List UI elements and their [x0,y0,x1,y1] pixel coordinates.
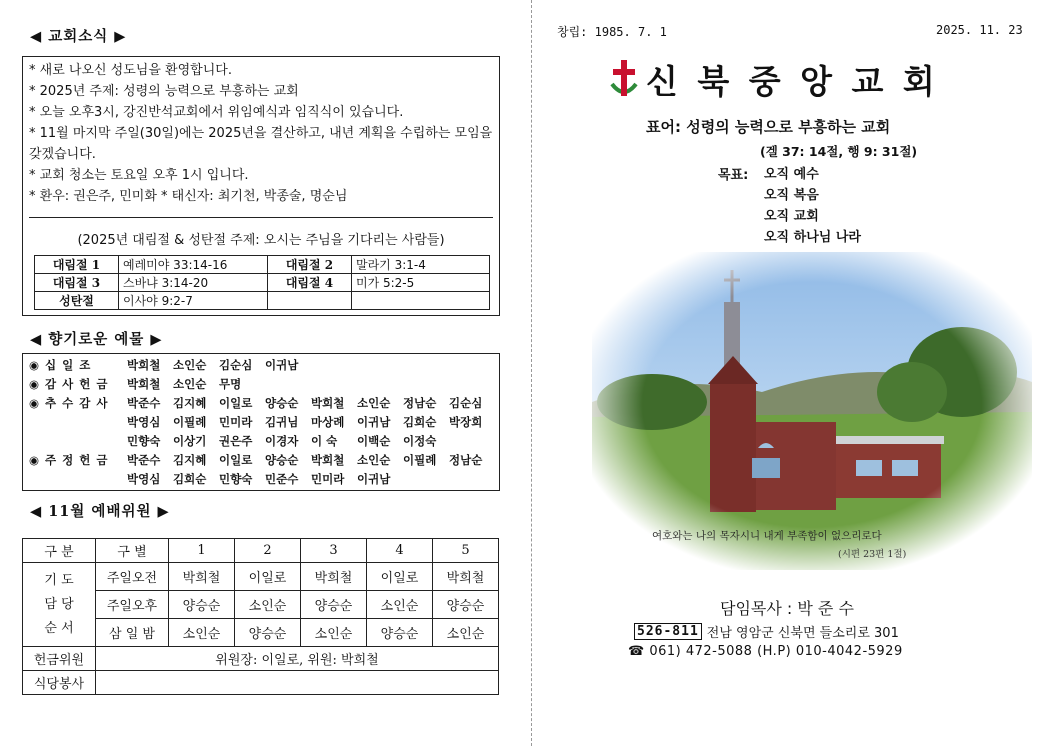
table-cell: 주일오후 [96,591,169,619]
table-row [23,671,499,695]
table-header: 구 분 [23,539,96,563]
offering-name: 양승순 [265,396,299,410]
offering-name: 소인순 [173,358,207,372]
offering-name: 이백순 [357,434,391,448]
label-text: 담 당 [44,596,74,612]
offering-name: 박희철 [311,396,345,410]
table-row [35,256,490,274]
table-cell: 소인순 [235,591,301,619]
news-item: * 새로 나오신 성도님을 환영합니다. [29,63,232,78]
table-row [23,563,499,591]
table-cell: 미가 5:2-5 [352,274,490,292]
offering-name: 마상례 [311,415,345,429]
table-row [23,539,499,563]
table-cell: 스바냐 3:14-20 [119,274,268,292]
table-cell: 이일로 [367,563,433,591]
table-cell: 대림절 1 [35,256,119,274]
news-divider [29,217,493,218]
goal-item: 오직 복음 [764,188,819,203]
table-row [35,274,490,292]
offering-name: 김지혜 [173,396,207,410]
offering-name: 박희철 [311,453,345,467]
church-name: 신 북 중 앙 교 회 [646,62,939,101]
table-cell: 양승순 [301,591,367,619]
goals-label: 목표: [718,168,749,183]
offering-names [127,356,497,375]
offering-names [127,394,497,451]
photo-caption-reference: (시편 23편 1절) [838,549,907,560]
news-box [22,56,500,316]
offering-category: ◉ 십 일 조 [29,358,92,372]
offering-name: 이일로 [219,453,253,467]
offering-names [127,375,497,394]
offerings-list [29,356,497,489]
offering-name: 무명 [219,377,242,391]
news-item: * 오늘 오후3시, 강진반석교회에서 위임예식과 임직식이 있습니다. [29,105,404,120]
offering-name: 박준수 [127,453,161,467]
offering-name: 소인순 [357,396,391,410]
goal-item: 오직 하나님 나라 [764,230,861,245]
offering-group [29,451,497,489]
church-cross-logo-icon [608,58,640,100]
table-cell: 대림절 3 [35,274,119,292]
offering-name: 정남순 [449,453,483,467]
goals-list [764,164,861,248]
pastor-name: 담임목사 : 박 준 수 [720,599,854,618]
offering-name: 이일로 [219,396,253,410]
offering-names [127,451,497,489]
table-cell: 박희철 [169,563,235,591]
table-header: 1 [169,539,235,563]
table-cell: 양승순 [433,591,499,619]
church-motto: 표어: 성령의 능력으로 부흥하는 교회 [646,118,891,136]
offering-name: 민향숙 [127,434,161,448]
offering-name: 김귀님 [265,415,299,429]
offering-name: 이귀남 [357,415,391,429]
offering-group [29,375,497,394]
table-cell: 소인순 [367,591,433,619]
table-cell: 박희철 [301,563,367,591]
table-cell: 삼 일 밤 [96,619,169,647]
address-line [634,622,899,641]
offering-name: 이경자 [265,434,299,448]
address: 전남 영암군 신북면 들소리로 301 [706,626,899,641]
offering-name: 이필례 [403,453,437,467]
table-header: 2 [235,539,301,563]
offering-name: 정남순 [403,396,437,410]
table-cell [268,292,352,310]
offering-name: 이귀남 [265,358,299,372]
offering-group [29,356,497,375]
phone-line: ☎ 061) 472-5088 (H.P) 010-4042-5929 [628,644,903,659]
offering-name: 소인순 [173,377,207,391]
offering-name: 민향숙 [219,472,253,486]
offering-name: 박영심 [127,472,161,486]
table-cell: 박희철 [433,563,499,591]
offering-name: 김희순 [403,415,437,429]
offering-name: 박장희 [449,415,483,429]
duty-table [22,538,499,695]
label-text: 기 도 [44,572,74,588]
offering-name: 민미라 [311,472,345,486]
table-row [35,292,490,310]
table-row [23,647,499,671]
table-cell: 대림절 2 [268,256,352,274]
table-cell: 소인순 [169,619,235,647]
page-fold-divider [531,0,532,746]
goal-item: 오직 교회 [764,209,819,224]
duty-section-title: ◀ 11월 예배위원 ▶ [30,503,170,520]
offerings-section-title: ◀ 향기로운 예물 ▶ [30,331,163,348]
offering-name: 소인순 [357,453,391,467]
table-header: 3 [301,539,367,563]
news-item: * 2025년 주제: 성령의 능력으로 부흥하는 교회 [29,84,299,99]
offerings-box [22,353,500,491]
offering-group [29,394,497,451]
news-list [29,60,493,207]
news-section-title: ◀ 교회소식 ▶ [30,28,127,45]
table-cell: 위원장: 이일로, 위원: 박희철 [96,647,499,671]
table-cell: 주일오전 [96,563,169,591]
table-header: 구 별 [96,539,169,563]
table-cell [352,292,490,310]
offering-name: 이 숙 [311,434,338,448]
table-cell: 소인순 [433,619,499,647]
news-item: * 11월 마지막 주일(30일)에는 2025년을 결산하고, 내년 계획을 수립하는 모임을 갖겠습니다. [29,126,493,162]
offering-name: 이상기 [173,434,207,448]
offering-name: 이필례 [173,415,207,429]
offering-category: ◉ 추 수 감 사 [29,396,109,410]
table-cell: 이사야 9:2-7 [119,292,268,310]
offering-name: 이정숙 [403,434,437,448]
table-cell: 성탄절 [35,292,119,310]
offering-name: 권은주 [219,434,253,448]
photo-caption: 여호와는 나의 목자시니 내게 부족함이 없으리로다 [652,530,882,542]
prayer-group-label [23,563,96,647]
offering-name: 이귀남 [357,472,391,486]
table-cell: 양승순 [235,619,301,647]
label-text: 순 서 [44,620,74,636]
news-item: * 교회 청소는 토요일 오후 1시 입니다. [29,168,249,183]
offering-name: 박영심 [127,415,161,429]
advent-table [34,255,490,310]
table-cell [96,671,499,695]
table-header: 4 [367,539,433,563]
offering-category: ◉ 감 사 헌 금 [29,377,109,391]
offering-name: 박준수 [127,396,161,410]
offering-name: 김지혜 [173,453,207,467]
offering-name: 김희순 [173,472,207,486]
postcode: 526-811 [634,623,702,640]
offering-name: 박희철 [127,358,161,372]
table-cell: 이일로 [235,563,301,591]
offering-name: 김순심 [219,358,253,372]
advent-theme: (2025년 대림절 & 성탄절 주제: 오시는 주님을 기다리는 사람들) [77,233,445,248]
table-header: 5 [433,539,499,563]
table-cell: 대림절 4 [268,274,352,292]
table-cell: 예레미야 33:14-16 [119,256,268,274]
bulletin-date: 2025. 11. 23 [936,23,1023,37]
motto-reference: (겔 37: 14절, 행 9: 31절) [760,144,918,159]
table-cell: 말라기 3:1-4 [352,256,490,274]
news-item: * 환우: 권은주, 민미화 * 태신자: 최기천, 박종술, 명순님 [29,189,348,204]
table-cell: 양승순 [169,591,235,619]
goal-item: 오직 예수 [764,167,819,182]
table-cell: 식당봉사 [23,671,96,695]
offering-name: 김순심 [449,396,483,410]
table-cell: 헌금위원 [23,647,96,671]
offering-name: 양승순 [265,453,299,467]
table-cell: 양승순 [367,619,433,647]
founded-date: 창립: 1985. 7. 1 [557,25,667,39]
offering-name: 민미라 [219,415,253,429]
offering-name: 민준수 [265,472,299,486]
offering-name: 박희철 [127,377,161,391]
church-photo [592,252,1032,570]
table-cell: 소인순 [301,619,367,647]
offering-category: ◉ 주 정 헌 금 [29,453,109,467]
